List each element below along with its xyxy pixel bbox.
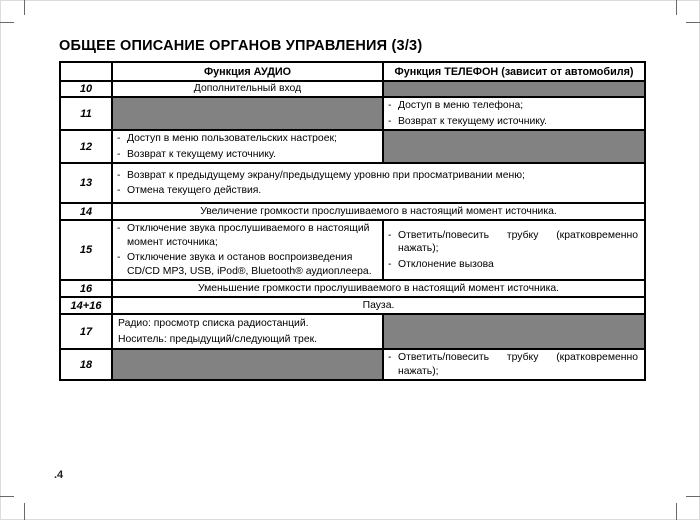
list-item: - Отмена текущего действия. <box>117 185 262 197</box>
row-id: 15 <box>60 220 112 280</box>
crop-mark-bottom-right-horizontal <box>686 496 700 497</box>
cell-span: Пауза. <box>112 297 645 314</box>
cell-span: Уменьшение громкости прослушиваемого в настоящий момент источника. <box>112 280 645 297</box>
cell-phone <box>383 97 645 130</box>
text-line: Радио: просмотр списка радиостанций. <box>118 318 309 330</box>
crop-mark-top-right-horizontal <box>686 22 700 23</box>
page-title: ОБЩЕЕ ОПИСАНИЕ ОРГАНОВ УПРАВЛЕНИЯ (3/3) <box>59 37 423 54</box>
table-row <box>60 130 645 163</box>
list-item: - Отключение звука и останов воспроизведения CD/CD MP3, USB, iPod®, Bluetooth® аудиоплеера. <box>117 252 372 277</box>
cell-audio: Дополнительный вход <box>112 81 383 97</box>
table-row <box>60 297 645 314</box>
row-id: 14+16 <box>60 297 112 314</box>
table-header-row <box>60 62 645 81</box>
crop-mark-top-left-horizontal <box>0 22 14 23</box>
list-item: - Отключение звука прослушиваемого в настоящий момент источника; <box>117 223 370 248</box>
row-id: 18 <box>60 349 112 380</box>
crop-mark-bottom-left-horizontal <box>0 496 14 497</box>
cell-phone <box>383 349 645 380</box>
table-row <box>60 81 645 97</box>
list-item: - Возврат к текущему источнику. <box>388 115 547 127</box>
text-line: Носитель: предыдущий/следующий трек. <box>118 333 318 345</box>
cell-audio <box>112 97 383 130</box>
cell-span <box>112 163 645 203</box>
row-id: 16 <box>60 280 112 297</box>
table-row <box>60 349 645 380</box>
header-phone-function: Функция ТЕЛЕФОН (зависит от автомобиля) <box>383 62 645 81</box>
cell-audio <box>112 220 383 280</box>
crop-mark-top-right-vertical <box>676 0 677 15</box>
row-id: 12 <box>60 130 112 163</box>
list-item: - Доступ в меню пользовательских настроек; <box>117 133 337 145</box>
table-row <box>60 163 645 203</box>
crop-mark-bottom-right-vertical <box>676 503 677 520</box>
list-item: - Возврат к предыдущему экрану/предыдущему уровню при просматривании меню; <box>117 169 525 181</box>
header-audio-function: Функция АУДИО <box>112 62 383 81</box>
row-id: 17 <box>60 314 112 349</box>
row-id: 13 <box>60 163 112 203</box>
controls-table <box>59 61 646 381</box>
cell-audio <box>112 130 383 163</box>
cell-phone <box>383 130 645 163</box>
page-number: .4 <box>54 469 64 481</box>
cell-span: Увеличение громкости прослушиваемого в настоящий момент источника. <box>112 203 645 220</box>
row-id: 10 <box>60 81 112 97</box>
table-row <box>60 97 645 130</box>
table-row <box>60 280 645 297</box>
cell-audio <box>112 349 383 380</box>
table-row <box>60 220 645 280</box>
list-item: - Ответить/повесить трубку (кратковременно нажать); <box>388 229 638 255</box>
cell-audio <box>112 314 383 349</box>
list-item: - Отклонение вызова <box>388 258 494 270</box>
row-id: 14 <box>60 203 112 220</box>
cell-phone <box>383 314 645 349</box>
cell-phone <box>383 81 645 97</box>
list-item: - Возврат к текущему источнику. <box>117 148 276 160</box>
row-id: 11 <box>60 97 112 130</box>
table-row <box>60 314 645 349</box>
table-row <box>60 203 645 220</box>
cell-phone <box>383 220 645 280</box>
control-table-body <box>60 81 645 380</box>
crop-mark-top-left-vertical <box>24 0 25 15</box>
list-item: - Доступ в меню телефона; <box>388 100 524 111</box>
crop-mark-bottom-left-vertical <box>24 503 25 520</box>
list-item: - Ответить/повесить трубку (кратковременно нажать); <box>388 352 638 377</box>
header-id <box>60 62 112 81</box>
